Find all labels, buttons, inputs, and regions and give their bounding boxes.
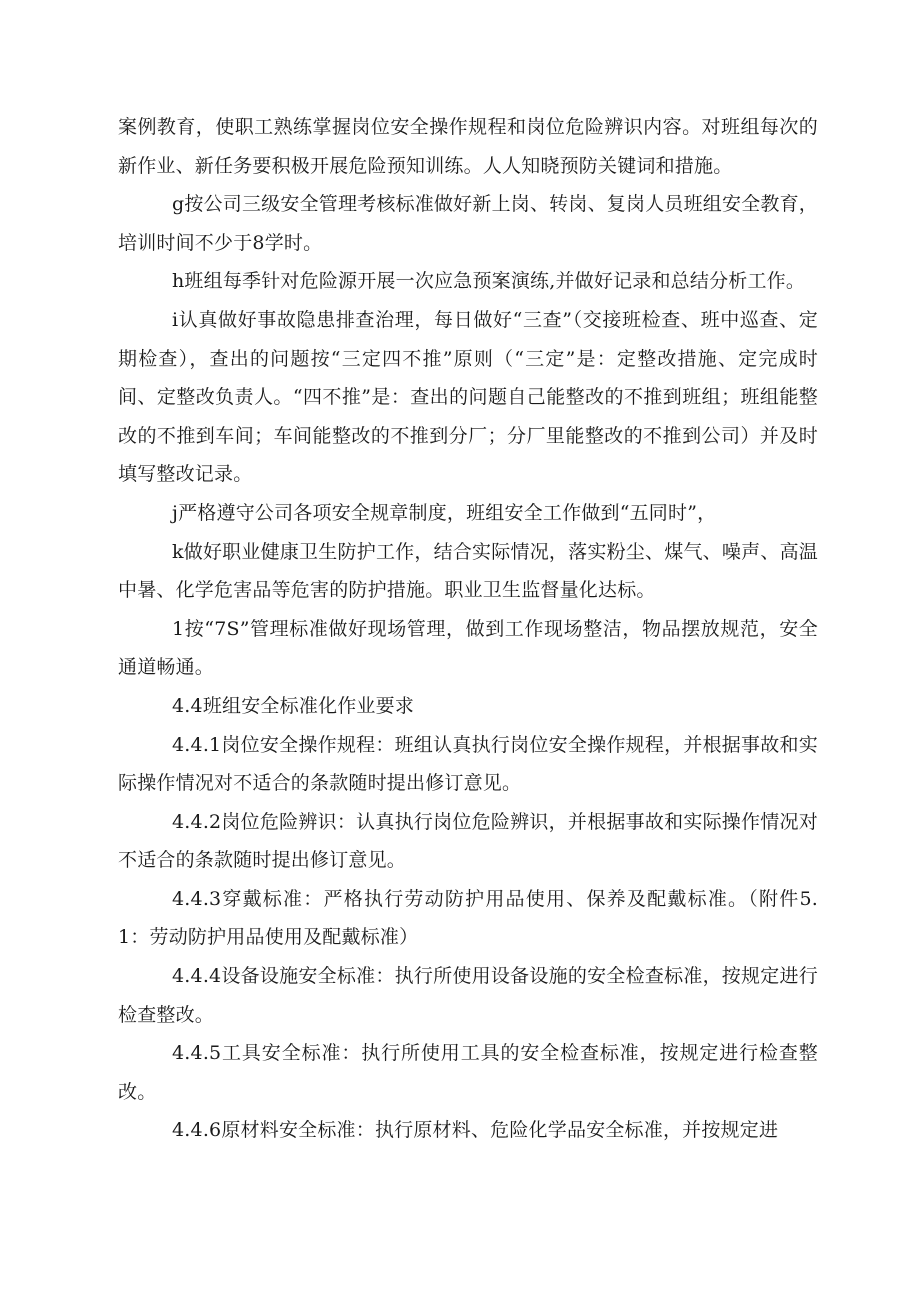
paragraph-4-4-2: 4.4.2岗位危险辨识：认真执行岗位危险辨识，并根据事故和实际操作情况对不适合的条款随时提出修订意见。	[118, 810, 818, 872]
paragraph-4-4-4: 4.4.4设备设施安全标准：执行所使用设备设施的安全检查标准，按规定进行检查整改。	[118, 965, 818, 1026]
document-body	[118, 108, 818, 1150]
paragraph-item-h: h班组每季针对危险源开展一次应急预案演练,并做好记录和总结分析工作。	[172, 270, 806, 293]
paragraph-4-4-1: 4.4.1岗位安全操作规程：班组认真执行岗位安全操作规程，并根据事故和实际操作情况对不适合的条款随时提出修订意见。	[118, 733, 818, 795]
paragraph-case-education: 案例教育，使职工熟练掌握岗位安全操作规程和岗位危险辨识内容。对班组每次的新作业、新任务要积极开展危险预知训练。人人知晓预防关键词和措施。	[118, 116, 818, 177]
paragraph-item-i: i认真做好事故隐患排查治理，每日做好“三查”（交接班检查、班中巡查、定期检查），查出的问题按“三定四不推”原则（“三定”是：定整改措施、定完成时间、定整改负责人。“四不推”是：查出的问题自己能整改的不推到班组；班组能整改的不推到车间；车间能整改的不推到分厂；分厂里能整改的不推到公司）并及时填写整改记录。	[118, 308, 818, 486]
paragraph-4-4-3: 4.4.3穿戴标准：严格执行劳动防护用品使用、保养及配戴标准。（附件5.1：劳动防护用品使用及配戴标准）	[118, 887, 818, 949]
paragraph-4-4-5: 4.4.5工具安全标准：执行所使用工具的安全检查标准，按规定进行检查整改。	[118, 1042, 818, 1103]
paragraph-item-j: j严格遵守公司各项安全规章制度，班组安全工作做到“五同时”，	[172, 501, 717, 524]
paragraph-4-4-6: 4.4.6原材料安全标准：执行原材料、危险化学品安全标准，并按规定进	[172, 1119, 779, 1142]
section-heading-4-4: 4.4班组安全标准化作业要求	[172, 694, 415, 717]
paragraph-item-k: k做好职业健康卫生防护工作，结合实际情况，落实粉尘、煤气、噪声、高温中暑、化学危害品等危害的防护措施。职业卫生监督量化达标。	[118, 540, 818, 602]
paragraph-item-l: 1按“7S”管理标准做好现场管理，做到工作现场整洁，物品摆放规范，安全通道畅通。	[118, 617, 818, 679]
paragraph-item-g: g按公司三级安全管理考核标准做好新上岗、转岗、复岗人员班组安全教育，培训时间不少于8学时。	[118, 193, 818, 254]
